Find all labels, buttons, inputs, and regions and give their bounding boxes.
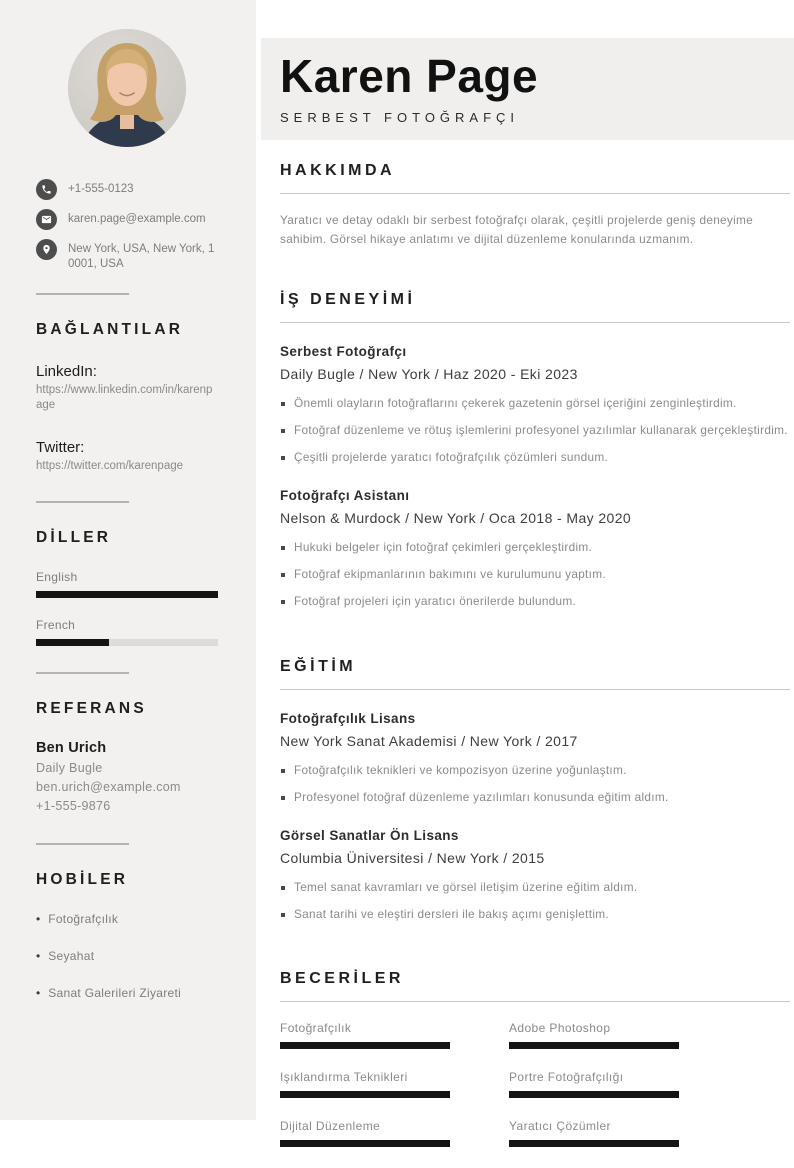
bullet-item xyxy=(280,449,790,467)
skill-item xyxy=(509,1070,679,1098)
skill-item xyxy=(280,1021,450,1049)
education-title: Görsel Sanatlar Ön Lisans xyxy=(280,827,459,843)
reference-heading: REFERANS xyxy=(36,700,147,717)
skill-level-bar xyxy=(509,1091,679,1098)
bullet-dot-icon: • xyxy=(36,949,41,963)
bullet-label: Sanat tarihi ve eleştiri dersleri ile bakış açımı genişlettim. xyxy=(294,906,609,921)
language-level-fill xyxy=(36,591,218,598)
skills-grid xyxy=(280,1021,790,1168)
main-content xyxy=(261,0,794,1168)
bullet-square-icon xyxy=(281,402,285,406)
bullet-dot-icon: • xyxy=(36,986,41,1000)
bullet-square-icon xyxy=(281,573,285,577)
skill-item xyxy=(509,1119,679,1147)
link-item-linkedin xyxy=(36,363,218,413)
bullet-label: Temel sanat kavramları ve görsel iletişim üzerine eğitim aldım. xyxy=(294,879,638,894)
twitter-url[interactable]: https://twitter.com/karenpage xyxy=(36,460,184,472)
phone-icon xyxy=(36,179,57,200)
sidebar-divider xyxy=(36,293,129,295)
bullet-item xyxy=(280,422,790,440)
skills-heading: BECERİLER xyxy=(280,970,790,1002)
twitter-label: Twitter: xyxy=(36,439,85,456)
hobby-label: Fotoğrafçılık xyxy=(48,912,119,926)
bullet-square-icon xyxy=(281,796,285,800)
education-heading: EĞİTİM xyxy=(280,658,790,690)
bullet-square-icon xyxy=(281,456,285,460)
skill-name: Portre Fotoğrafçılığı xyxy=(509,1070,624,1085)
bullet-item xyxy=(280,566,790,584)
hobby-label: Sanat Galerileri Ziyareti xyxy=(48,986,182,1000)
section-education xyxy=(280,658,790,924)
location-icon xyxy=(36,239,57,260)
skill-item xyxy=(509,1021,679,1049)
job-meta: Daily Bugle / New York / Haz 2020 - Eki 2023 xyxy=(280,366,578,383)
bullet-square-icon xyxy=(281,600,285,604)
hobbies-heading: HOBİLER xyxy=(36,871,129,888)
skill-level-bar xyxy=(509,1042,679,1049)
job-title: Fotoğrafçı Asistanı xyxy=(280,488,410,504)
skill-item xyxy=(280,1070,450,1098)
email-value[interactable]: karen.page@example.com xyxy=(68,213,206,225)
linkedin-url[interactable]: https://www.linkedin.com/in/karenpage xyxy=(36,384,213,411)
reference-email[interactable]: ben.urich@example.com xyxy=(36,780,181,794)
portrait-photo-icon xyxy=(68,29,186,147)
person-name: Karen Page xyxy=(280,50,539,102)
address-value: New York, USA, New York, 10001, USA xyxy=(68,243,215,270)
bullet-label: Profesyonel fotoğraf düzenleme yazılımları konusunda eğitim aldım. xyxy=(294,789,669,804)
email-icon xyxy=(36,209,57,230)
education-entry xyxy=(280,828,790,924)
skills-column-left xyxy=(280,1021,450,1168)
bullet-item xyxy=(280,906,790,924)
bullet-item xyxy=(280,539,790,557)
person-job-title: SERBEST FOTOĞRAFÇI xyxy=(280,109,520,125)
reference-company: Daily Bugle xyxy=(36,761,103,775)
section-skills xyxy=(280,970,790,1168)
skill-name: Fotoğrafçılık xyxy=(280,1021,352,1036)
language-level-bar xyxy=(36,639,218,646)
bullet-square-icon xyxy=(281,913,285,917)
skill-name: Dijital Düzenleme xyxy=(280,1119,381,1134)
language-level-fill xyxy=(36,639,109,646)
skill-name: Işıklandırma Teknikleri xyxy=(280,1070,408,1085)
language-name: French xyxy=(36,618,76,632)
education-entry xyxy=(280,711,790,807)
sidebar-divider xyxy=(36,672,129,674)
phone-value: +1-555-0123 xyxy=(68,183,134,195)
job-bullets xyxy=(280,539,790,611)
skill-level-bar xyxy=(509,1140,679,1147)
skills-column-right xyxy=(509,1021,679,1168)
bullet-label: Fotoğraf ekipmanlarının bakımını ve kurulumunu yaptım. xyxy=(294,566,606,581)
sidebar-divider xyxy=(36,501,129,503)
skill-level-bar xyxy=(280,1042,450,1049)
language-item xyxy=(36,618,218,646)
bullet-label: Fotoğraf düzenleme ve rötuş işlemlerini profesyonel yazılımlar kullanarak gerçekleştirdim. xyxy=(294,423,788,438)
link-item-twitter xyxy=(36,439,218,474)
job-entry xyxy=(280,488,790,611)
bullet-label: Önemli olayların fotoğraflarını çekerek gazetenin görsel içeriğini zenginleştirdim. xyxy=(294,396,737,411)
language-level-bar xyxy=(36,591,218,598)
education-meta: New York Sanat Akademisi / New York / 2017 xyxy=(280,732,578,749)
language-name: English xyxy=(36,570,78,584)
contact-list xyxy=(36,179,218,272)
reference-phone: +1-555-9876 xyxy=(36,799,111,813)
job-meta: Nelson & Murdock / New York / Oca 2018 - May 2020 xyxy=(280,510,632,527)
experience-heading: İŞ DENEYİMİ xyxy=(280,291,790,323)
bullet-label: Fotoğraf projeleri için yaratıcı önerilerde bulundum. xyxy=(294,593,577,608)
bullet-item xyxy=(280,789,790,807)
hobby-label: Seyahat xyxy=(48,949,95,963)
contact-address xyxy=(36,239,218,272)
sidebar xyxy=(0,0,256,1120)
bullet-square-icon xyxy=(281,429,285,433)
skill-name: Adobe Photoshop xyxy=(509,1021,611,1036)
language-item xyxy=(36,570,218,598)
hobby-item xyxy=(36,985,218,1001)
bullet-label: Fotoğrafçılık teknikleri ve kompozisyon üzerine yoğunlaştım. xyxy=(294,762,627,777)
section-experience xyxy=(280,291,790,611)
resume-header xyxy=(261,38,794,140)
bullet-square-icon xyxy=(281,546,285,550)
job-bullets xyxy=(280,395,790,467)
about-text: Yaratıcı ve detay odaklı bir serbest fotoğrafçı olarak, çeşitli projelerde geniş deneyime sahibim. Görsel hikaye anlatımı ve dijital düzenleme konularında uzmanım. xyxy=(280,213,754,246)
bullet-dot-icon: • xyxy=(36,912,41,926)
bullet-item xyxy=(280,395,790,413)
job-entry xyxy=(280,344,790,467)
bullet-label: Hukuki belgeler için fotoğraf çekimleri gerçekleştirdim. xyxy=(294,540,593,555)
links-heading: BAĞLANTILAR xyxy=(36,321,184,338)
education-meta: Columbia Üniversitesi / New York / 2015 xyxy=(280,849,545,866)
skill-item xyxy=(280,1119,450,1147)
bullet-square-icon xyxy=(281,769,285,773)
languages-heading: DİLLER xyxy=(36,529,112,546)
bullet-item xyxy=(280,593,790,611)
reference-name: Ben Urich xyxy=(36,740,107,756)
hobby-item xyxy=(36,948,218,964)
reference-details xyxy=(36,759,218,816)
section-about xyxy=(280,162,790,248)
education-title: Fotoğrafçılık Lisans xyxy=(280,710,416,726)
about-heading: HAKKIMDA xyxy=(280,162,790,194)
hobby-list xyxy=(36,911,218,1001)
linkedin-label: LinkedIn: xyxy=(36,363,97,380)
education-bullets xyxy=(280,879,790,924)
bullet-square-icon xyxy=(281,886,285,890)
skill-level-bar xyxy=(280,1140,450,1147)
skill-name: Yaratıcı Çözümler xyxy=(509,1119,611,1134)
sidebar-divider xyxy=(36,843,129,845)
education-bullets xyxy=(280,762,790,807)
bullet-item xyxy=(280,762,790,780)
bullet-item xyxy=(280,879,790,897)
job-title: Serbest Fotoğrafçı xyxy=(280,344,407,360)
contact-phone xyxy=(36,179,218,200)
hobby-item xyxy=(36,911,218,927)
contact-email xyxy=(36,209,218,230)
skill-level-bar xyxy=(280,1091,450,1098)
avatar xyxy=(68,29,186,147)
bullet-label: Çeşitli projelerde yaratıcı fotoğrafçılık çözümleri sundum. xyxy=(294,450,609,465)
